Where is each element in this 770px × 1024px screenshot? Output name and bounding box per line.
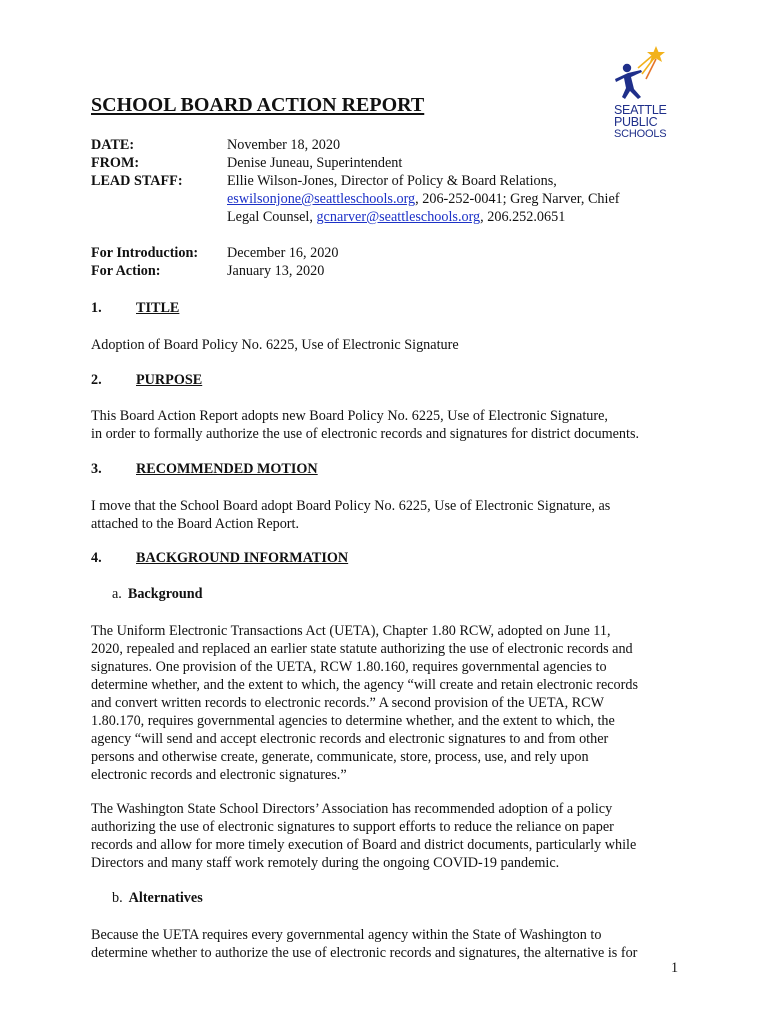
body-line: signatures. One provision of the UETA, RCW 1.80.160, requires governmental agencies to (91, 659, 607, 675)
section-1-body (91, 336, 681, 354)
lead-staff-line-2-rest: , 206-252-0041; Greg Narver, Chief (415, 191, 620, 207)
lead-staff-line-3 (227, 208, 565, 226)
logo-line-seattle: SEATTLE (614, 103, 667, 117)
body-line: persons and otherwise create, generate, communicate, store, process, use, and rely upon (91, 749, 589, 765)
body-line: 1.80.170, requires governmental agencies to determine whether, and the extent to which, the (91, 713, 615, 729)
section-title: RECOMMENDED MOTION (136, 461, 318, 477)
body-line: attached to the Board Action Report. (91, 516, 300, 532)
section-2-body (91, 407, 681, 443)
report-title: SCHOOL BOARD ACTION REPORT (91, 94, 425, 116)
subsection-b-heading (112, 890, 203, 907)
logo-wordmark (614, 104, 670, 140)
body-line: authorizing the use of electronic signatures to support efforts to reduce the reliance on paper (91, 819, 614, 835)
background-paragraph-2 (91, 800, 681, 872)
body-line: This Board Action Report adopts new Board Policy No. 6225, Use of Electronic Signature, (91, 408, 608, 424)
section-number: 4. (91, 550, 102, 566)
lead-staff-line-2 (227, 190, 619, 208)
body-line: determine whether, and the extent to which, the agency “will create and retain electronic records (91, 677, 638, 693)
body-line: Because the UETA requires every governmental agency within the State of Washington to (91, 927, 602, 943)
subsection-letter: b. (112, 890, 123, 906)
body-line: determine whether to authorize the use of electronic records and signatures, the alternative is for (91, 945, 638, 961)
body-line: Directors and many staff work remotely during the ongoing COVID-19 pandemic. (91, 855, 560, 871)
subsection-title: Background (127, 586, 203, 602)
subsection-letter: a. (112, 586, 122, 602)
from-value: Denise Juneau, Superintendent (227, 155, 403, 171)
lead-staff-label: LEAD STAFF: (91, 173, 183, 189)
seattle-public-schools-logo (608, 44, 670, 144)
body-line: agency “will send and accept electronic records and electronic signatures to and from other (91, 731, 609, 747)
section-3-body (91, 497, 681, 533)
logo-figure-icon (608, 44, 670, 104)
introduction-value: December 16, 2020 (227, 245, 339, 261)
background-paragraph-1 (91, 622, 681, 784)
lead-staff-line-3-post: , 206.252.0651 (480, 209, 566, 225)
date-value: November 18, 2020 (227, 137, 341, 153)
body-line: Adoption of Board Policy No. 6225, Use of Electronic Signature (91, 337, 459, 353)
section-title: PURPOSE (136, 372, 203, 388)
body-line: and convert written records to electronic records.” A second provision of the UETA, RCW (91, 695, 605, 711)
email-link-narver[interactable]: gcnarver@seattleschools.org (316, 209, 481, 225)
lead-staff-line-1: Ellie Wilson-Jones, Director of Policy & Board Relations, (227, 173, 557, 189)
body-line: in order to formally authorize the use of electronic records and signatures for district documents. (91, 426, 640, 442)
introduction-label: For Introduction: (91, 245, 199, 261)
section-title: BACKGROUND INFORMATION (136, 550, 349, 566)
alternatives-paragraph (91, 926, 681, 962)
logo-line-schools: SCHOOLS (614, 128, 667, 140)
body-line: The Washington State School Directors’ Association has recommended adoption of a policy (91, 801, 613, 817)
body-line: The Uniform Electronic Transactions Act (UETA), Chapter 1.80 RCW, adopted on June 11, (91, 623, 611, 639)
logo-line-public: PUBLIC (614, 115, 658, 129)
email-link-wilson-jones[interactable]: eswilsonjone@seattleschools.org (227, 191, 416, 207)
date-label: DATE: (91, 137, 135, 153)
section-number: 1. (91, 300, 102, 316)
body-line: electronic records and electronic signatures.” (91, 767, 347, 783)
body-line: I move that the School Board adopt Board Policy No. 6225, Use of Electronic Signature, as (91, 498, 611, 514)
section-number: 2. (91, 372, 102, 388)
lead-staff-line-3-pre: Legal Counsel, (227, 209, 317, 225)
section-title: TITLE (136, 300, 180, 316)
from-label: FROM: (91, 155, 140, 171)
action-label: For Action: (91, 263, 161, 279)
section-number: 3. (91, 461, 102, 477)
page-number: 1 (671, 960, 679, 976)
body-line: 2020, repealed and replaced an earlier state statute authorizing the use of electronic records and (91, 641, 633, 657)
subsection-title: Alternatives (128, 890, 203, 906)
action-value: January 13, 2020 (227, 263, 325, 279)
body-line: records and allow for more timely execution of Board and district documents, particularly while (91, 837, 637, 853)
subsection-a-heading (112, 586, 203, 603)
